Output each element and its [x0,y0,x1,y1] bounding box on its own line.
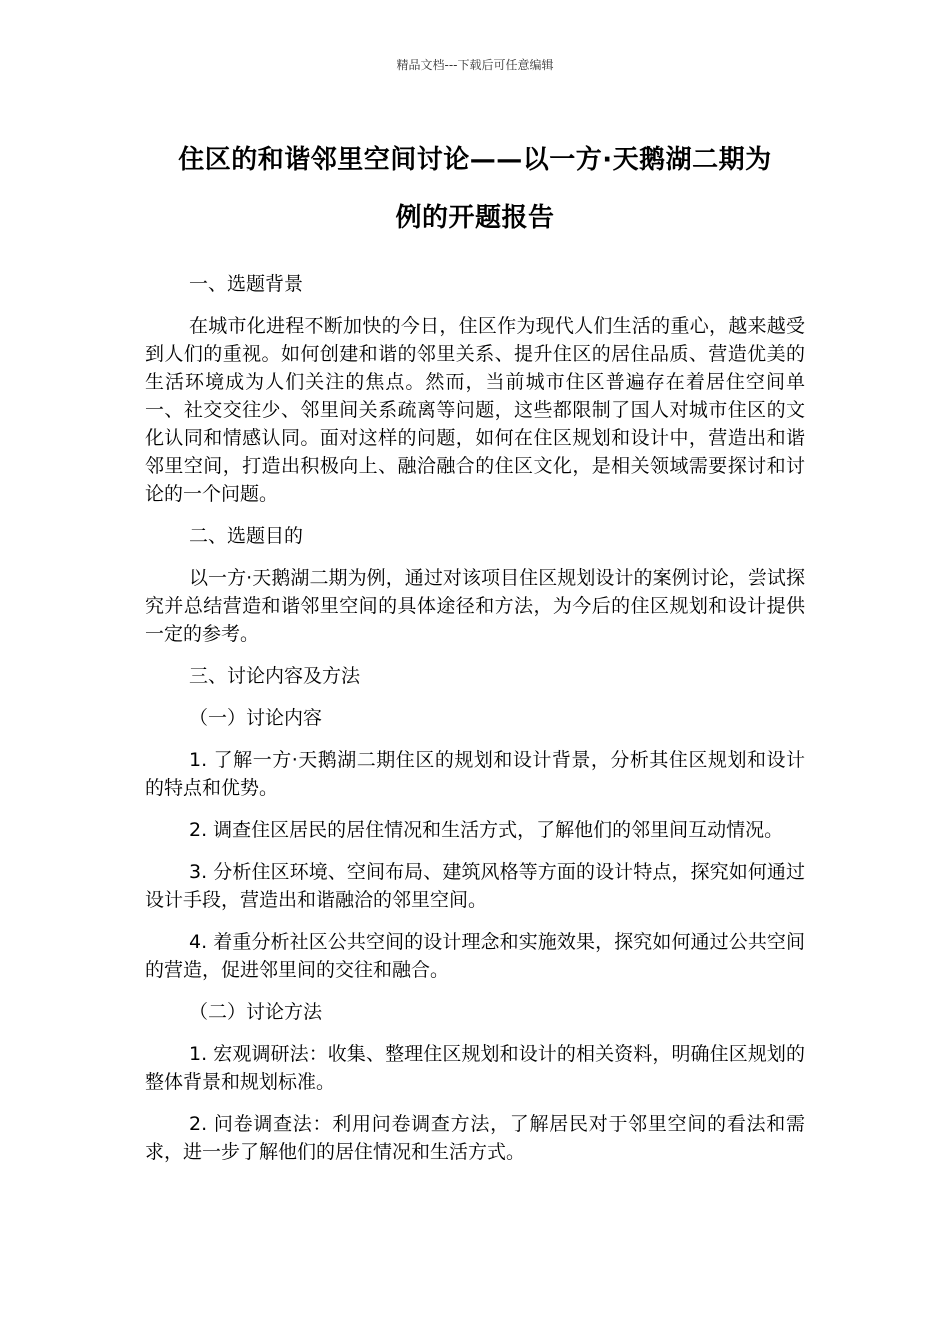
list-item-method-1: 1. 宏观调研法：收集、整理住区规划和设计的相关资料，明确住区规划的整体背景和规划标准。 [145,1043,805,1093]
list-item-content-4: 4. 着重分析社区公共空间的设计理念和实施效果，探究如何通过公共空间的营造，促进邻里间的交往和融合。 [145,931,805,981]
page-header: 精品文档---下载后可任意编辑 [396,58,554,72]
section-heading-purpose: 二、选题目的 [189,525,304,547]
section-heading-background: 一、选题背景 [189,273,304,295]
list-item-content-3: 3. 分析住区环境、空间布局、建筑风格等方面的设计特点，探究如何通过设计手段，营造出和谐融洽的邻里空间。 [145,861,805,911]
subheading-method: （二）讨论方法 [189,1001,323,1023]
list-item-content-2: 2. 调查住区居民的居住情况和生活方式，了解他们的邻里间互动情况。 [189,819,784,841]
subheading-content: （一）讨论内容 [189,707,323,729]
list-item-method-2: 2. 问卷调查法：利用问卷调查方法，了解居民对于邻里空间的看法和需求，进一步了解他们的居住情况和生活方式。 [145,1113,805,1163]
paragraph-background: 在城市化进程不断加快的今日，住区作为现代人们生活的重心，越来越受到人们的重视。如何创建和谐的邻里关系、提升住区的居住品质、营造优美的生活环境成为人们关注的焦点。然而，当前城市住区普遍存在着居住空间单一、社交交往少、邻里间关系疏离等问题，这些都限制了国人对城市住区的文化认同和情感认同。面对这样的问题，如何在住区规划和设计中，营造出和谐邻里空间，打造出积极向上、融洽融合的住区文化，是相关领域需要探讨和讨论的一个问题。 [145,315,805,505]
title-line-2: 例的开题报告 [395,203,555,233]
title-line-1: 住区的和谐邻里空间讨论——以一方·天鹅湖二期为 [178,145,772,175]
section-heading-content-method: 三、讨论内容及方法 [189,665,361,687]
paragraph-purpose: 以一方·天鹅湖二期为例，通过对该项目住区规划设计的案例讨论，尝试探究并总结营造和谐邻里空间的具体途径和方法，为今后的住区规划和设计提供一定的参考。 [145,567,805,645]
document-body [145,270,805,1166]
document-title [145,131,805,247]
list-item-content-1: 1. 了解一方·天鹅湖二期住区的规划和设计背景，分析其住区规划和设计的特点和优势。 [145,749,805,799]
